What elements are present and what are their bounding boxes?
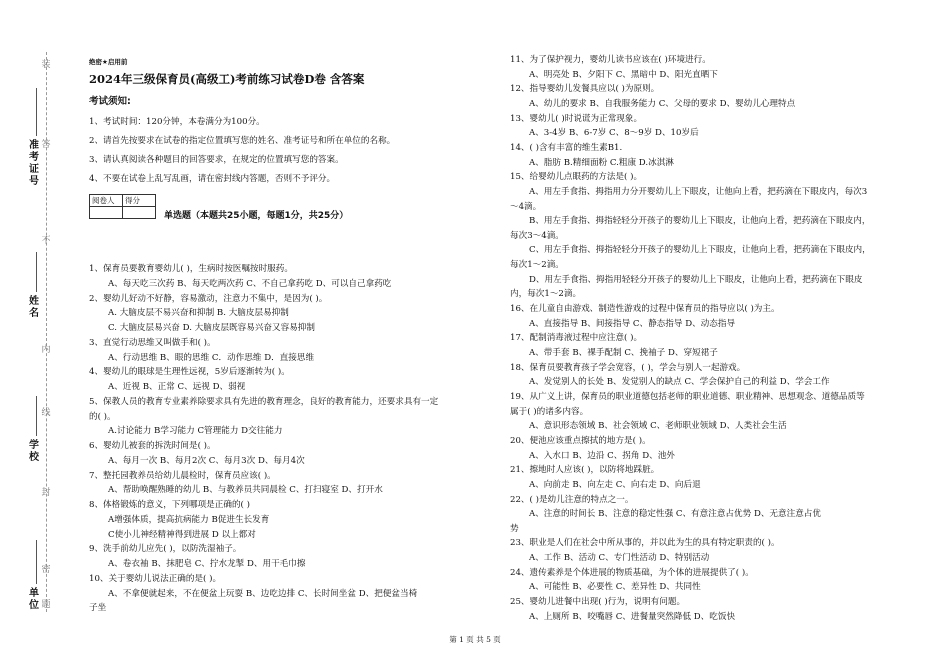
question-text: 每次1～2滴。 [510, 260, 564, 271]
label-school: 学校 [29, 440, 39, 463]
question-option: A、可能性 B、必要性 C、差异性 D、共同性 [529, 582, 701, 593]
score-table [89, 194, 156, 219]
secret-mark: 绝密★启用前 [89, 58, 128, 66]
question-text: 25、婴幼儿进餐中出现( )行为，说明有问题。 [510, 597, 686, 608]
question-option: A增强体质，提高抗病能力 B促进生长发育 [108, 514, 270, 525]
question-option: A、明亮处 B、夕阳下 C、黑暗中 D、阳光直晒下 [529, 69, 718, 80]
seal-mark: 线 [41, 408, 51, 418]
seal-mark: 不 [41, 236, 51, 246]
unit-underline [36, 540, 37, 584]
question-text: 13、婴幼儿( )时说谎为正常现象。 [510, 113, 643, 124]
question-text: 20、便池应该重点擦拭的地方是( )。 [510, 435, 651, 446]
question-text: 15、给婴幼儿点眼药的方法是( )。 [510, 172, 643, 183]
question-option: A、幼儿的要求 B、自我服务能力 C、父母的要求 D、婴幼儿心理特点 [529, 98, 796, 109]
question-text: ～4滴。 [510, 201, 542, 212]
notice-item: 1、考试时间：120分钟，本卷满分为100分。 [89, 117, 265, 127]
notice-item: 3、请认真阅读各种题目的回答要求，在规定的位置填写您的答案。 [89, 155, 344, 165]
score-cell[interactable] [123, 207, 156, 219]
question-option: A、帮助唤醒熟睡的幼儿 B、与教养员共同晨检 C、打扫寝室 D、打开水 [108, 485, 383, 496]
label-unit: 单位 [29, 588, 39, 611]
school-underline [36, 396, 37, 436]
question-text: 1、保育员要教育婴幼儿( )，生病时按医嘱按时服药。 [89, 264, 293, 274]
question-text: 22、( )是幼儿注意的特点之一。 [510, 494, 634, 505]
label-exam-number: 准考证号 [29, 140, 39, 187]
question-option: D、用左手食指、拇指用轻轻分开孩子的婴幼儿上下眼皮，让他向上看，把药滴在下眼皮 [529, 274, 863, 285]
question-option: C、用左手食指、拇指轻轻分开孩子的婴幼儿上下眼皮，让他向上看，把药滴在下眼皮内， [529, 245, 871, 256]
question-option: C使小儿神经精神得到进展 D 以上都对 [108, 529, 256, 540]
score-table-score: 得分 [123, 195, 156, 207]
score-table-reviewer: 阅卷人 [90, 195, 123, 207]
seal-mark: 装 [41, 60, 51, 70]
seal-mark: 封 [41, 488, 51, 498]
seal-mark: 答 [41, 140, 51, 150]
seal-line [46, 52, 47, 612]
question-text: 14、( )含有丰富的维生素B1. [510, 142, 623, 153]
question-option: A、每月一次 B、每月2次 C、每月3次 D、每月4次 [108, 455, 305, 466]
question-text: 24、遗传素养是个体进展的物质基础，为个体的进展提供了( )。 [510, 567, 754, 578]
notice-item: 2、请首先按要求在试卷的指定位置填写您的姓名、准考证号和所在单位的名称。 [89, 136, 396, 146]
question-option: A、每天吃三次药 B、每天吃两次药 C、不自己拿药吃 D、可以自己拿药吃 [108, 278, 392, 289]
notice-item: 4、不要在试卷上乱写乱画，请在密封线内答题，否则不予评分。 [89, 174, 336, 184]
question-option: A.讨论能力 B学习能力 C管理能力 D交往能力 [108, 426, 283, 437]
question-option: A、行动思维 B、眼的思维 C．动作思维 D．直接思维 [108, 352, 315, 363]
question-text: 19、从广义上讲，保育员的职业道德包括老师的职业道德、职业精神、思想观念、道德品质等 [510, 391, 865, 402]
question-text: 4、婴幼儿的眼球是生理性远视，5岁后逐渐转为( )。 [89, 367, 290, 378]
question-text: 16、在儿童自由游戏、制造性游戏的过程中保育员的指导应以( )为主。 [510, 304, 780, 315]
question-option: A、向前走 B、向左走 C、向右走 D、向后退 [529, 479, 701, 490]
question-text: 势 [510, 523, 519, 534]
question-text: 21、擦地时人应该( )，以防将地踩脏。 [510, 465, 660, 476]
question-text: 10、关于婴幼儿说法正确的是( )。 [89, 573, 222, 584]
question-text: 子坐 [89, 603, 107, 614]
question-text: 9、洗手前幼儿应先( )，以防洗湿袖子。 [89, 544, 242, 555]
page-title: 2024年三级保育员(高级工)考前练习试卷D卷 含答案 [89, 72, 365, 86]
question-option: A、用左手食指、拇指用力分开婴幼儿上下眼皮，让他向上看，把药滴在下眼皮内，每次3 [529, 186, 868, 197]
question-option: A、工作 B、活动 C、专门性活动 D、特别活动 [529, 553, 710, 564]
question-text: 3、直觉行动思维又叫做手和( )。 [89, 337, 216, 348]
question-text: 内，每次1～2滴。 [510, 289, 582, 300]
question-text: 11、为了保护视力，婴幼儿读书应该在( )环境进行。 [510, 55, 711, 65]
question-option: A、上厕所 B、咬嘴唇 C、进餐量突然降低 D、吃饭快 [529, 611, 736, 622]
seal-mark: 题 [41, 600, 51, 610]
question-option: A、发觉别人的长处 B、发觉别人的缺点 C、学会保护自己的利益 D、学会工作 [529, 377, 830, 388]
seal-mark: 内 [41, 345, 51, 355]
question-text: 12、指导婴幼儿发餐具应以( )为原则。 [510, 84, 660, 95]
question-option: A、脂肪 B.精细面粉 C.粗康 D.冰淇淋 [529, 157, 674, 168]
question-option: A、意识形态领域 B、社会领域 C、老师职业领域 D、人类社会生活 [529, 421, 787, 432]
question-option: A、带手套 B、裸手配制 C、挽袖子 D、穿短裙子 [529, 348, 718, 358]
reviewer-cell[interactable] [90, 207, 123, 219]
seal-mark: 密 [41, 565, 51, 575]
notice-heading: 考试须知: [89, 96, 131, 107]
question-text: 17、配制消毒液过程中应注意( )。 [510, 333, 643, 344]
name-underline [36, 252, 37, 292]
question-text: 每次3～4滴。 [510, 230, 564, 241]
question-text: 2、婴幼儿好动不好静，容易激动，注意力不集中，是因为( )。 [89, 293, 328, 304]
question-text: 5、保教人员的教育专业素养除要求具有先进的教育理念，良好的教育能力，还要求具有一定 [89, 396, 439, 407]
question-text: 6、婴幼儿被套的拆洗时间是( )。 [89, 441, 216, 451]
question-option: A、直接指导 B、间接指导 C、静态指导 D、动态指导 [529, 318, 736, 329]
question-option: A、入水口 B、边沿 C、拐角 D、池外 [529, 450, 675, 461]
question-option: C. 大脑皮层易兴奋 D. 大脑皮层既容易兴奋又容易抑制 [108, 323, 315, 333]
question-text: 8、体格锻炼的意义，下列哪项是正确的( ) [89, 500, 250, 510]
question-option: A、3-4岁 B、6-7岁 C、8～9岁 D、10岁后 [529, 128, 699, 139]
section-title: 单选题（本题共25小题，每题1分，共25分） [164, 211, 349, 221]
question-option: A、卷衣袖 B、抹肥皂 C、拧水龙掣 D、用干毛巾擦 [108, 559, 306, 569]
question-option: B、用左手食指、拇指轻轻分开孩子的婴幼儿上下眼皮，让他向上看，把药滴在下眼皮内， [529, 216, 871, 227]
question-text: 18、保育员要教育孩子学会宽容，( )，学会与别人一起游戏。 [510, 362, 746, 373]
question-text: 的( )。 [89, 411, 116, 422]
label-name: 姓名 [29, 296, 39, 319]
question-option: A. 大脑皮层不易兴奋和抑制 B. 大脑皮层易抑制 [108, 308, 289, 319]
page-footer: 第 1 页 共 5 页 [449, 635, 501, 644]
exam-number-underline [36, 88, 37, 136]
question-option: A、近视 B、正常 C、远视 D、弱视 [108, 382, 246, 392]
binding-margin [0, 0, 60, 671]
question-option: A、注意的时间长 B、注意的稳定性强 C、有意注意占优势 D、无意注意占优 [529, 509, 821, 520]
question-text: 23、职业是人们在社会中所从事的，并以此为生的具有特定职责的( )。 [510, 538, 780, 549]
question-option: A、不拿便就起来，不在便盆上玩耍 B、边吃边排 C、长时间坐盆 D、把便盆当椅 [108, 588, 418, 599]
question-text: 属于( )的诸多内容。 [510, 406, 589, 417]
question-text: 7、整托园教养员给幼儿晨检时，保育员应该( )。 [89, 470, 276, 481]
